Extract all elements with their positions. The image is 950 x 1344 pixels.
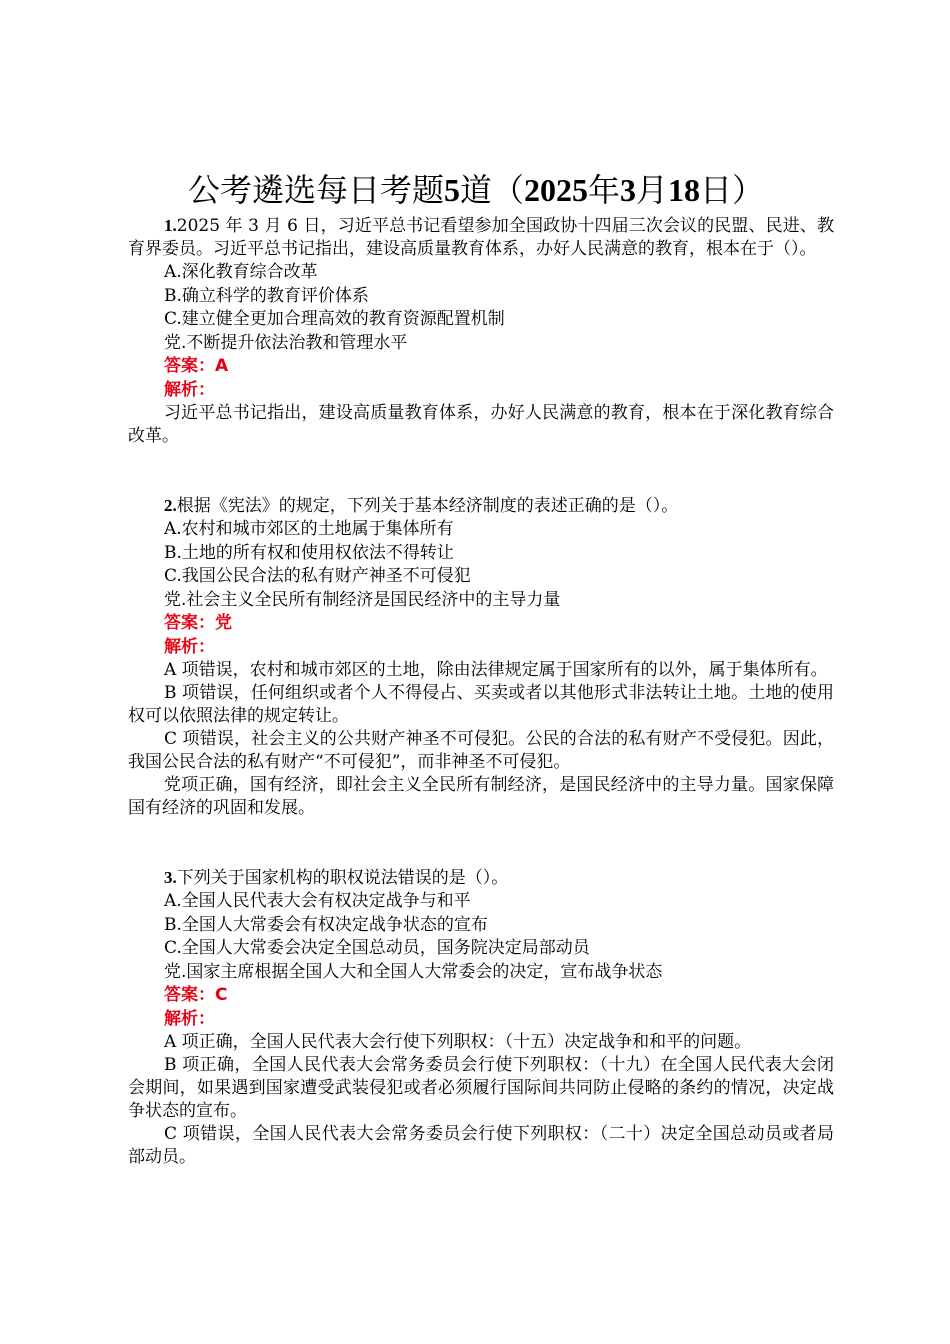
question-text: 根据《宪法》的规定，下列关于基本经济制度的表述正确的是（）。	[176, 496, 679, 516]
answer-line: 答案：C	[164, 985, 228, 1005]
option-c: C.建立健全更加合理高效的教育资源配置机制	[164, 309, 505, 329]
question-1	[128, 214, 834, 448]
question-text: 下列关于国家机构的职权说法错误的是（）。	[176, 868, 509, 888]
question-3	[128, 866, 834, 1169]
question-2	[128, 494, 834, 820]
page-title: 公考遴选每日考题5道（2025年3月18日）	[187, 171, 765, 209]
option-b: B.确立科学的教育评价体系	[164, 285, 369, 306]
analysis-paragraph: 习近平总书记指出，建设高质量教育体系，办好人民满意的教育，根本在于深化教育综合改革。	[128, 403, 834, 446]
question-number: 1.	[164, 216, 177, 235]
analysis-label: 解析：	[164, 636, 215, 657]
analysis-paragraph: A 项正确，全国人民代表大会行使下列职权：（十五）决定战争和和平的问题。	[164, 1032, 752, 1052]
option-b: B.全国人大常委会有权决定战争状态的宣布	[164, 914, 488, 935]
question-number: 2.	[164, 496, 177, 515]
option-d: 党.国家主席根据全国人大和全国人大常委会的决定，宣布战争状态	[164, 961, 663, 982]
option-a: A.全国人民代表大会有权决定战争与和平	[164, 891, 471, 911]
option-a: A.深化教育综合改革	[164, 262, 318, 282]
option-c: C.我国公民合法的私有财产神圣不可侵犯	[164, 566, 471, 586]
analysis-paragraph: B 项正确，全国人民代表大会常务委员会行使下列职权：（十九）在全国人民代表大会闭会期间，如果遇到国家遭受武装侵犯或者必须履行国际间共同防止侵略的条约的情况，决定战争状态的宣布。	[128, 1055, 834, 1121]
question-text: 2025 年 3 月 6 日，习近平总书记看望参加全国政协十四届三次会议的民盟、民进、教育界委员。习近平总书记指出，建设高质量教育体系，办好人民满意的教育，根本在于（）。	[128, 216, 834, 259]
question-spacer	[128, 448, 834, 494]
option-b: B.土地的所有权和使用权依法不得转让	[164, 542, 454, 563]
analysis-label: 解析：	[164, 1008, 215, 1029]
analysis-paragraph: B 项错误，任何组织或者个人不得侵占、买卖或者以其他形式非法转让土地。土地的使用权可以依照法律的规定转让。	[128, 683, 834, 726]
question-spacer	[128, 820, 834, 866]
document-page	[128, 170, 834, 1169]
analysis-label: 解析：	[164, 379, 215, 400]
question-stem	[128, 866, 834, 890]
question-number: 3.	[164, 868, 177, 887]
option-d: 党.社会主义全民所有制经济是国民经济中的主导力量	[164, 589, 561, 610]
option-d: 党.不断提升依法治教和管理水平	[164, 332, 408, 353]
analysis-paragraph: A 项错误，农村和城市郊区的土地，除由法律规定属于国家所有的以外，属于集体所有。	[164, 660, 828, 680]
question-stem	[128, 214, 834, 261]
analysis-paragraph: 党项正确，国有经济，即社会主义全民所有制经济，是国民经济中的主导力量。国家保障国有经济的巩固和发展。	[128, 775, 834, 818]
analysis-paragraph: C 项错误，社会主义的公共财产神圣不可侵犯。公民的合法的私有财产不受侵犯。因此，我国公民合法的私有财产“不可侵犯”，而非神圣不可侵犯。	[128, 729, 834, 772]
question-stem	[128, 494, 834, 518]
answer-line: 答案：A	[164, 356, 229, 376]
analysis-paragraph: C 项错误，全国人民代表大会常务委员会行使下列职权：（二十）决定全国总动员或者局部动员。	[128, 1124, 834, 1167]
option-c: C.全国人大常委会决定全国总动员，国务院决定局部动员	[164, 938, 590, 958]
answer-line: 答案：党	[164, 613, 232, 633]
option-a: A.农村和城市郊区的土地属于集体所有	[164, 519, 454, 539]
